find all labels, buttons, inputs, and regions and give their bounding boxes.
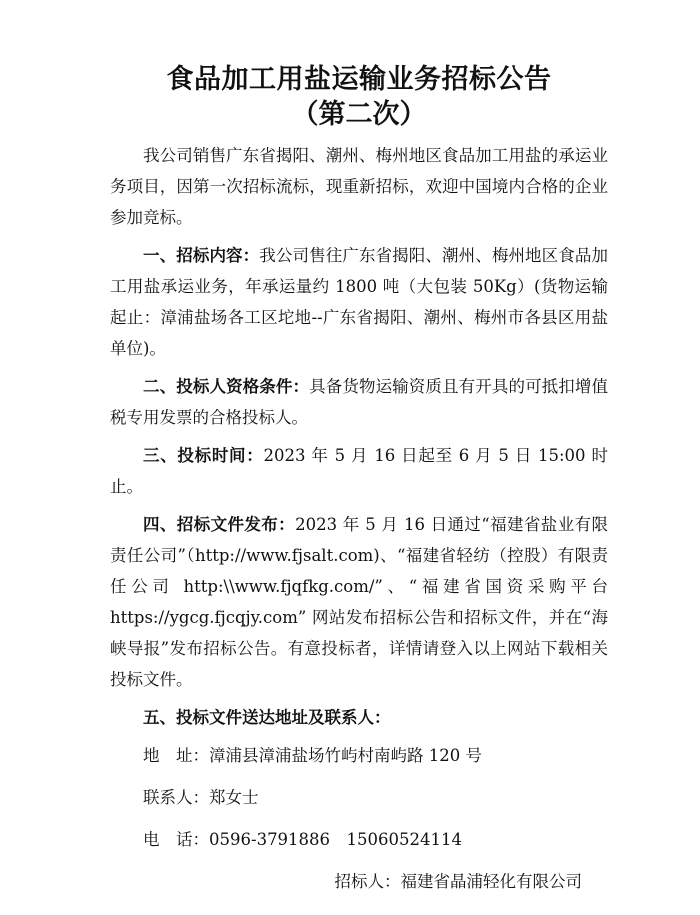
contact-person: 郑女士 (209, 788, 259, 807)
contact-address: 漳浦县漳浦盐场竹屿村南屿路 120 号 (209, 746, 482, 765)
section-delivery-contact (110, 702, 608, 733)
section-body: 2023 年 5 月 16 日起至 6 月 5 日 15:00 时止。 (110, 446, 608, 496)
document-subtitle: （第二次） (291, 99, 427, 130)
contact-phone-label: 电 话： (143, 830, 209, 849)
section-heading: 三、投标时间： (143, 446, 264, 465)
section-document-release (110, 509, 608, 695)
contact-phone: 0596-3791886 15060524114 (209, 830, 463, 849)
signature-company: 福建省晶浦轻化有限公司 (400, 872, 582, 891)
signature-label: 招标人： (334, 872, 401, 891)
contact-person-label: 联系人： (143, 788, 209, 807)
contact-address-label: 地 址： (143, 746, 209, 765)
intro-paragraph: 我公司销售广东省揭阳、潮州、梅州地区食品加工用盐的承运业务项目，因第一次招标流标，现重新招标，欢迎中国境内合格的企业参加竞标。 (110, 146, 608, 227)
document-title: 食品加工用盐运输业务招标公告 (166, 64, 552, 95)
contact-address-line (143, 740, 608, 771)
section-tender-content (110, 240, 608, 364)
section-body: 2023 年 5 月 16 日通过“福建省盐业有限责任公司”（http://www.fjsalt.com)、“福建省轻纺（控股）有限责任公司 http:\\www.fjqfkg.com/”、“福建省国资采购平台 https://ygcg.fjcqjy.com” 网站发布招标公告和招标文件，并在“海峡导报”发布招标公告。有意投标者，详情请登入以上网站下载相关投标文件。 (110, 515, 609, 689)
section-heading: 四、招标文件发布： (143, 515, 296, 534)
signature-line (110, 866, 608, 897)
section-bidder-qualification (110, 371, 608, 433)
section-heading: 五、投标文件送达地址及联系人： (143, 708, 391, 727)
contact-phone-line (143, 824, 608, 855)
section-body: 具备货物运输资质且有开具的可抵扣增值税专用发票的合格投标人。 (110, 377, 609, 427)
section-heading: 一、招标内容： (143, 246, 260, 265)
section-bid-time (110, 440, 608, 502)
contact-person-line (143, 782, 608, 813)
section-body: 我公司售往广东省揭阳、潮州、梅州地区食品加工用盐承运业务，年承运量约 1800 吨（大包装 50Kg）(货物运输起止：漳浦盐场各工区坨地--广东省揭阳、潮州、梅州市各县区用盐单位)。 (110, 246, 609, 358)
section-heading: 二、投标人资格条件： (143, 377, 310, 396)
